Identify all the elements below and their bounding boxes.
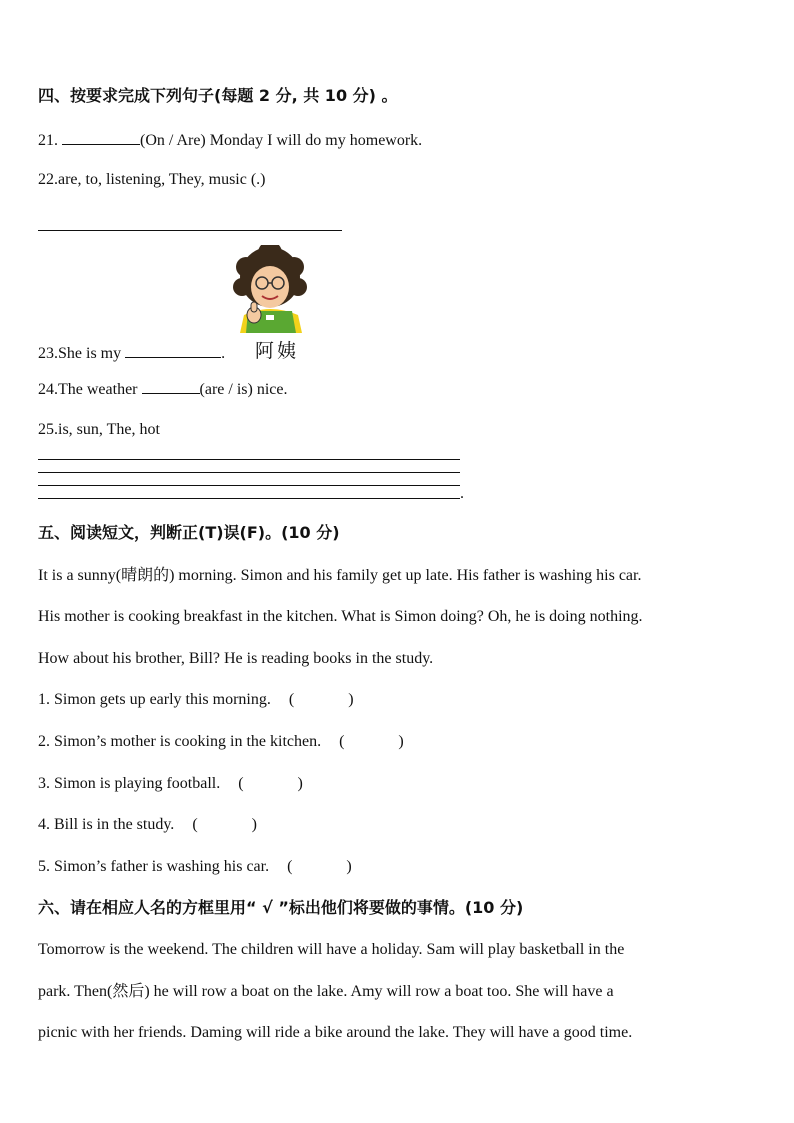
answer-blank[interactable] <box>62 129 140 145</box>
answer-line-22[interactable] <box>38 230 342 231</box>
question-number: 24. <box>38 381 58 398</box>
passage-line-3: How about his brother, Bill? He is reading books in the study. <box>38 650 434 667</box>
question-22 <box>38 170 266 190</box>
question-text: are, to, listening, They, music (.) <box>58 171 266 188</box>
tf-item-4: 4. Bill is in the study. ( ) <box>38 816 257 833</box>
question-number: 25. <box>38 421 58 438</box>
answer-rule-25-3[interactable] <box>38 485 460 486</box>
passage6-line-3: picnic with her friends. Daming will ride a bike around the lake. They will have a good time. <box>38 1024 633 1041</box>
section-5-title: 五、阅读短文，判断正(T)误(F)。(10 分) <box>38 523 340 542</box>
section-6-title: 六、请在相应人名的方框里用“ √ ”标出他们将要做的事情。(10 分) <box>38 898 524 917</box>
question-suffix: (are / is) nice. <box>199 381 288 398</box>
answer-blank[interactable] <box>142 378 200 394</box>
question-text: is, sun, The, hot <box>58 421 160 438</box>
question-number: 22. <box>38 171 58 188</box>
answer-rule-25-1[interactable] <box>38 459 460 460</box>
passage6-line-1: Tomorrow is the weekend. The children will have a holiday. Sam will play basketball in the <box>38 941 625 958</box>
answer-paren[interactable]: ( ) <box>288 691 354 708</box>
question-24 <box>38 378 287 400</box>
answer-paren[interactable]: ( ) <box>287 858 352 875</box>
question-prefix: She is my <box>58 345 122 362</box>
section-4-title: 四、按要求完成下列句子(每题 2 分, 共 10 分) 。 <box>38 86 398 105</box>
question-23 <box>38 342 225 364</box>
tf-item-1: 1. Simon gets up early this morning. ( ) <box>38 691 354 708</box>
answer-rule-25-4[interactable] <box>38 498 460 499</box>
aunt-label: 阿姨 <box>255 340 300 362</box>
answer-paren[interactable]: ( ) <box>339 733 404 750</box>
question-number: 23. <box>38 345 58 362</box>
question-prefix: The weather <box>58 381 138 398</box>
question-21 <box>38 129 422 151</box>
question-number: 21. <box>38 132 58 149</box>
passage6-line-2: park. Then(然后) he will row a boat on the lake. Amy will row a boat too. She will have a <box>38 983 614 1000</box>
question-text: (On / Are) Monday I will do my homework. <box>140 132 423 149</box>
tf-item-2: 2. Simon’s mother is cooking in the kitchen. ( ) <box>38 733 404 750</box>
end-mark: . <box>460 485 464 502</box>
answer-blank[interactable] <box>125 342 221 358</box>
passage-line-2: His mother is cooking breakfast in the kitchen. What is Simon doing? Oh, he is doing nothing. <box>38 608 643 625</box>
answer-rule-25-2[interactable] <box>38 472 460 473</box>
question-25 <box>38 420 160 440</box>
answer-paren[interactable]: ( ) <box>192 816 257 833</box>
tf-item-5: 5. Simon’s father is washing his car. ( ) <box>38 858 352 875</box>
tf-item-3: 3. Simon is playing football. ( ) <box>38 775 303 792</box>
answer-paren[interactable]: ( ) <box>238 775 303 792</box>
passage-line-1: It is a sunny(晴朗的) morning. Simon and his family get up late. His father is washing his car. <box>38 567 642 584</box>
question-suffix: . <box>221 345 226 362</box>
